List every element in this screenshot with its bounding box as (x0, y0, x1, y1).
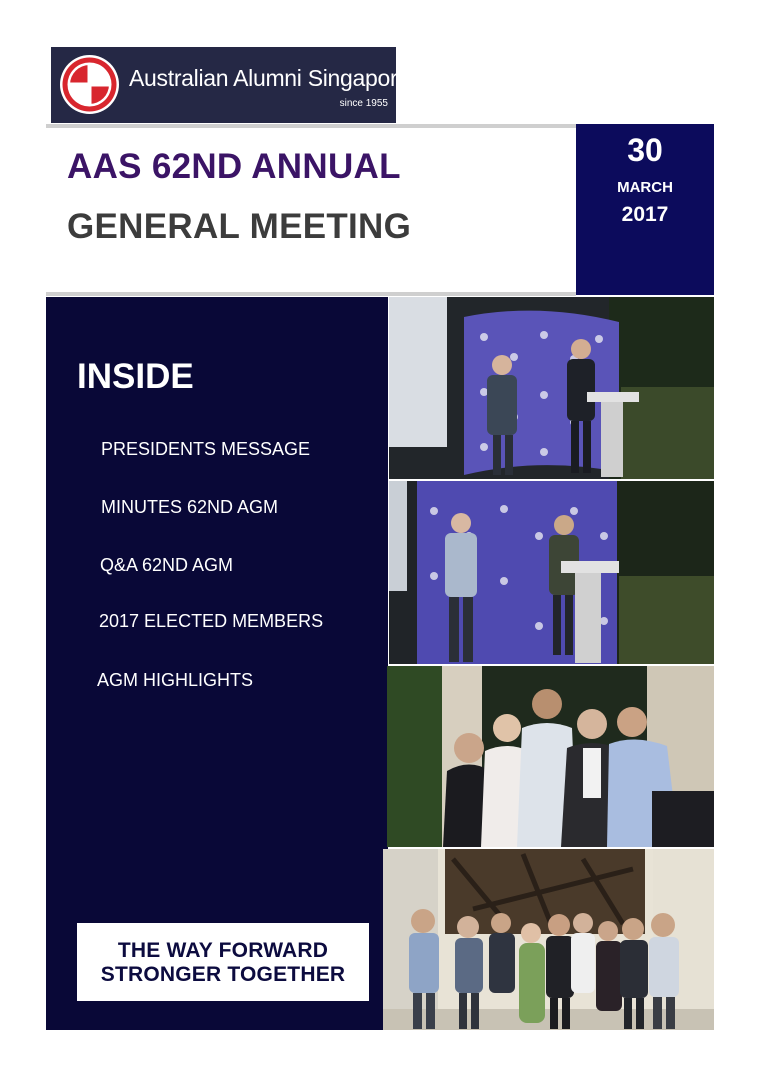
toc-item-qa: Q&A 62ND AGM (100, 555, 234, 575)
photo-speakers-lectern (389, 297, 714, 479)
toc-item-agm-highlights: AGM HIGHLIGHTS (97, 670, 254, 690)
photo-speaker-podium (389, 481, 714, 664)
toc-item-elected-members: 2017 ELECTED MEMBERS (99, 611, 324, 631)
logo-name: Australian Alumni Singapore (129, 65, 410, 91)
date-box (576, 124, 714, 295)
logo-emblem-icon (60, 55, 119, 114)
divider-top (46, 124, 576, 128)
inside-panel (46, 297, 388, 1030)
date-month: MARCH (617, 179, 673, 196)
tagline-line2: STRONGER TOGETHER (100, 963, 346, 986)
logo-since: since 1955 (339, 98, 388, 109)
tagline-box (77, 923, 369, 1001)
date-day: 30 (627, 132, 663, 168)
logo (51, 47, 410, 123)
page-title-line2: GENERAL MEETING (67, 207, 412, 246)
divider-bottom (46, 292, 576, 296)
toc-item-minutes: MINUTES 62ND AGM (101, 497, 279, 517)
tagline-line1: THE WAY FORWARD (117, 939, 329, 962)
photo-group-five (387, 666, 714, 847)
photo-group-large (383, 849, 714, 1030)
toc-item-presidents-message: PRESIDENTS MESSAGE (101, 439, 311, 459)
inside-heading: INSIDE (77, 357, 194, 396)
date-year: 2017 (621, 203, 669, 226)
page-title-line1: AAS 62ND ANNUAL (67, 147, 401, 186)
